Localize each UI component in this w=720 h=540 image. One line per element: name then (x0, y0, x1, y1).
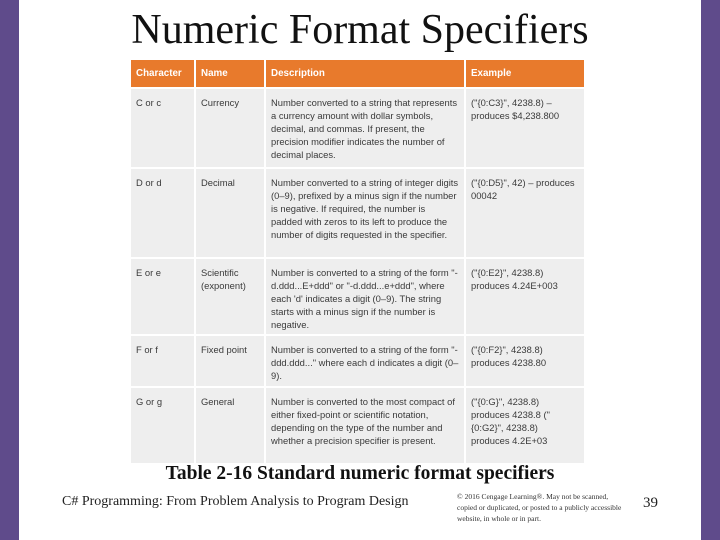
cell-description: Number is converted to a string of the form "-d.ddd...E+ddd" or "-d.ddd...e+ddd", where each 'd' indicates a digit (0–9). The string starts with a minus sign if the number is negative. (265, 258, 465, 335)
cell-description: Number converted to a string of integer digits (0–9), prefixed by a minus sign if the number is negative. If required, the number is padded with zeros to its left to produce the number of digits requested in the specifier. (265, 168, 465, 258)
table-row (131, 335, 584, 387)
cell-example: ("{0:G}", 4238.8) produces 4238.8 ("{0:G2}", 4238.8) produces 4.2E+03 (465, 387, 584, 463)
left-purple-bar (0, 0, 19, 540)
cell-example: ("{0:F2}", 4238.8) produces 4238.80 (465, 335, 584, 387)
table-caption: Table 2-16 Standard numeric format specifiers (165, 463, 555, 484)
cell-name: Decimal (195, 168, 265, 258)
cell-example: ("{0:D5}", 42) – produces 00042 (465, 168, 584, 258)
table-row (131, 387, 584, 463)
header-name: Name (195, 60, 265, 88)
table-header-row (131, 60, 584, 88)
cell-description: Number converted to a string that represents a currency amount with dollar symbols, decimal, and commas. If present, the precision modifier indicates the number of decimal places. (265, 88, 465, 168)
cell-name: General (195, 387, 265, 463)
cell-character: G or g (131, 387, 195, 463)
format-specifier-table (131, 60, 584, 462)
footer-book-title: C# Programming: From Problem Analysis to Program Design (62, 494, 409, 509)
table-row (131, 168, 584, 258)
cell-example: ("{0:C3}", 4238.8) – produces $4,238.800 (465, 88, 584, 168)
slide-title: Numeric Format Specifiers (131, 7, 589, 53)
cell-description: Number is converted to the most compact of either fixed-point or scientific notation, depending on the type of the number and whether a precision specifier is present. (265, 387, 465, 463)
cell-name: Fixed point (195, 335, 265, 387)
cell-name: Currency (195, 88, 265, 168)
table-row (131, 88, 584, 168)
cell-name: Scientific (exponent) (195, 258, 265, 335)
header-character: Character (131, 60, 195, 88)
cell-character: E or e (131, 258, 195, 335)
header-example: Example (465, 60, 584, 88)
cell-character: F or f (131, 335, 195, 387)
page-number: 39 (643, 495, 658, 511)
right-purple-bar (701, 0, 720, 540)
header-description: Description (265, 60, 465, 88)
cell-character: D or d (131, 168, 195, 258)
cell-example: ("{0:E2}", 4238.8) produces 4.24E+003 (465, 258, 584, 335)
table-row (131, 258, 584, 335)
cell-description: Number is converted to a string of the form "-ddd.ddd..." where each d indicates a digit (0–9). (265, 335, 465, 387)
footer-copyright: © 2016 Cengage Learning®. May not be scanned, copied or duplicated, or posted to a publicly accessible website, in whole or in part. (457, 492, 622, 523)
cell-character: C or c (131, 88, 195, 168)
